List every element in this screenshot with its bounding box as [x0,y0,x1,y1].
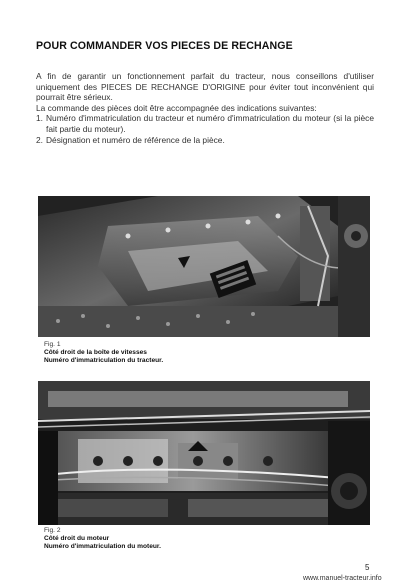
gearbox-photo [38,196,370,337]
gearbox-photo-image [38,196,370,337]
figure-caption-line: Côté droit du moteur [44,535,110,543]
list-item [36,135,374,146]
figure-caption-line: Côté droit de la boîte de vitesses [44,349,147,357]
requirements-list [36,113,374,145]
list-item-number: 1. [36,113,43,124]
engine-photo-image [38,381,370,525]
intro-paragraph: A fin de garantir un fonctionnement parfait du tracteur, nous conseillons d'utiliser uniquement des PIECES DE RECHANGE D'ORIGINE pour éviter tout inconvénient qui pourrait être sérieux. [36,71,374,103]
engine-photo [38,381,370,525]
page-number: 5 [365,563,370,572]
figure-2-caption [44,527,161,552]
list-item-text: Désignation et numéro de référence de la pièce. [46,134,225,145]
website-url: www.manuel-tracteur.info [303,575,382,582]
page-title: POUR COMMANDER VOS PIECES DE RECHANGE [36,40,293,52]
order-sentence: La commande des pièces doit être accompagnée des indications suivantes: [36,102,317,113]
list-item-number: 2. [36,134,43,145]
intro-section [36,71,374,145]
figure-label: Fig. 1 [44,341,61,348]
figure-label: Fig. 2 [44,527,61,534]
list-item-text: Numéro d'immatriculation du tracteur et numéro d'immatriculation du moteur (si la pièce fait partie du moteur). [46,113,374,134]
figure-caption-line: Numéro d'immatriculation du moteur. [44,543,161,551]
figure-1-caption [44,341,163,366]
figure-caption-line: Numéro d'immatriculation du tracteur. [44,357,164,365]
list-item [36,113,374,134]
